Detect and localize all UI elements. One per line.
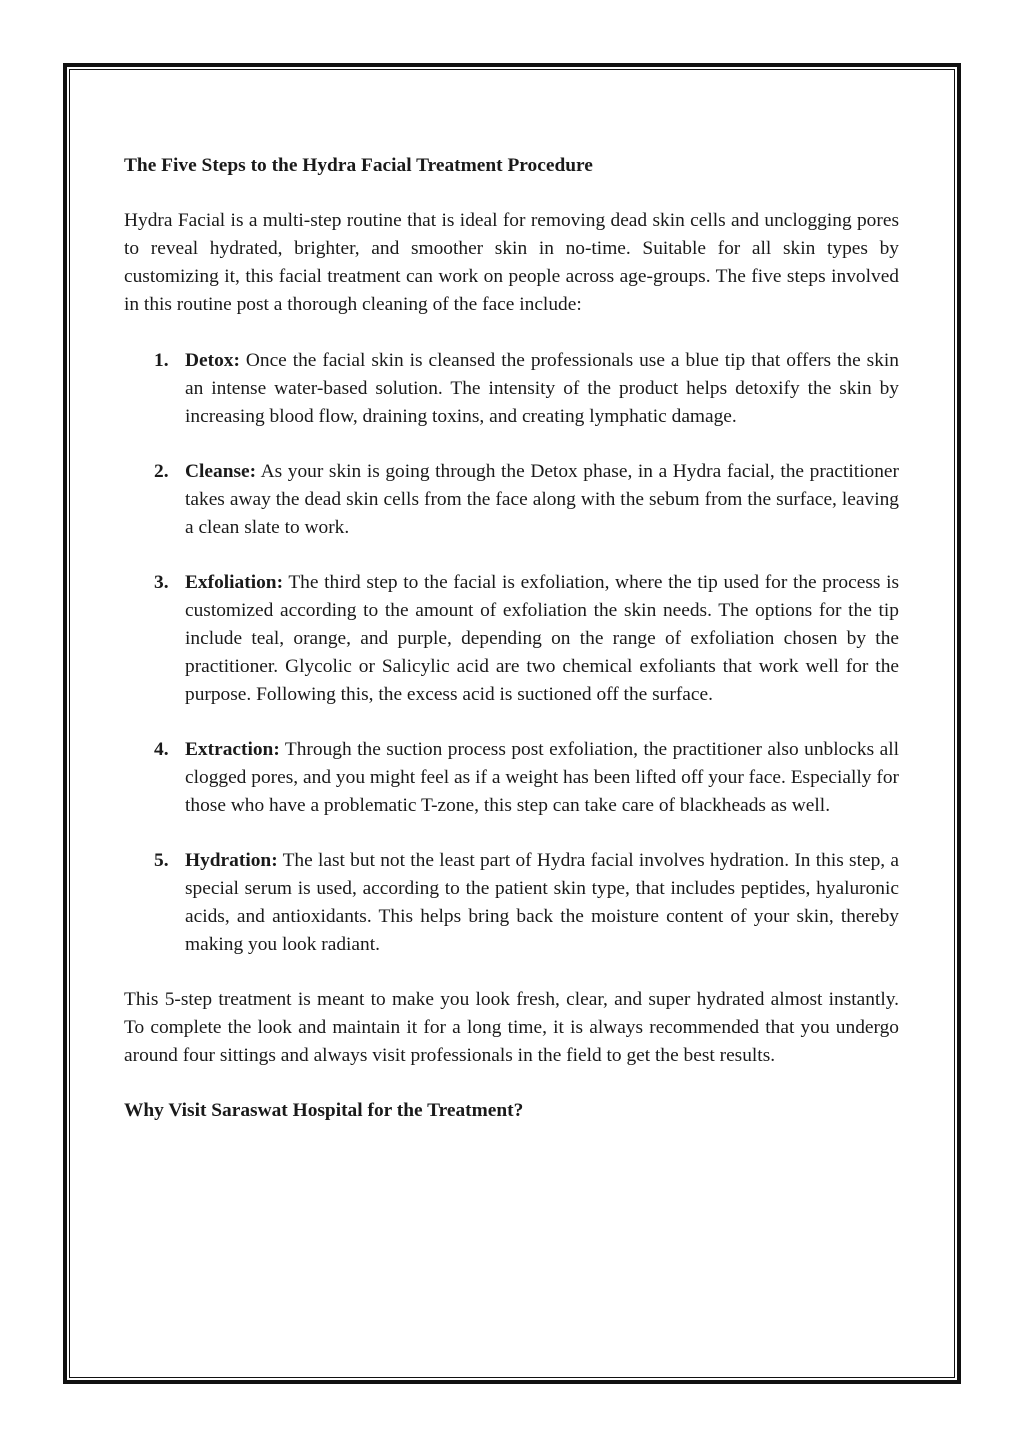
step-number: 1. [154,350,169,371]
step-term: Exfoliation: [185,572,284,593]
steps-list [124,347,899,959]
closing-paragraph: This 5-step treatment is meant to make you look fresh, clear, and super hydrated almost instantly. To complete the look and maintain it for a long time, it is always recommended that you undergo around four sittings and always visit professionals in the field to get the best results. [124,989,899,1066]
section-heading: The Five Steps to the Hydra Facial Treatment Procedure [124,155,593,176]
list-item [124,347,899,431]
step-number: 4. [154,739,169,760]
subheading: Why Visit Saraswat Hospital for the Treatment? [124,1100,524,1121]
step-number: 3. [154,572,169,593]
step-text: Through the suction process post exfoliation, the practitioner also unblocks all clogged pores, and you might feel as if a weight has been lifted off your face. Especially for those who have a problematic T-zone, this step can take care of blackheads as well. [185,739,899,816]
step-term: Detox: [185,350,240,371]
step-text: As your skin is going through the Detox phase, in a Hydra facial, the practitioner takes away the dead skin cells from the face along with the sebum from the surface, leaving a clean slate to work. [185,461,899,538]
step-number: 2. [154,461,169,482]
list-item [124,736,899,820]
list-item [124,458,899,542]
step-term: Hydration: [185,850,278,871]
step-number: 5. [154,850,169,871]
document-body [124,152,899,1125]
step-text: The last but not the least part of Hydra facial involves hydration. In this step, a special serum is used, according to the patient skin type, that includes peptides, hyaluronic acids, and antioxidants. This helps bring back the moisture content of your skin, thereby making you look radiant. [185,850,899,955]
step-text: Once the facial skin is cleansed the professionals use a blue tip that offers the skin an intense water-based solution. The intensity of the product helps detoxify the skin by increasing blood flow, draining toxins, and creating lymphatic damage. [185,350,899,427]
step-text: The third step to the facial is exfoliation, where the tip used for the process is customized according to the amount of exfoliation the skin needs. The options for the tip include teal, orange, and purple, depending on the range of exfoliation chosen by the practitioner. Glycolic or Salicylic acid are two chemical exfoliants that work well for the purpose. Following this, the excess acid is suctioned off the surface. [185,572,899,705]
step-term: Extraction: [185,739,280,760]
step-term: Cleanse: [185,461,257,482]
intro-paragraph: Hydra Facial is a multi-step routine that is ideal for removing dead skin cells and unclogging pores to reveal hydrated, brighter, and smoother skin in no-time. Suitable for all skin types by customizing it, this facial treatment can work on people across age-groups. The five steps involved in this routine post a thorough cleaning of the face include: [124,210,899,315]
list-item [124,569,899,709]
list-item [124,847,899,959]
